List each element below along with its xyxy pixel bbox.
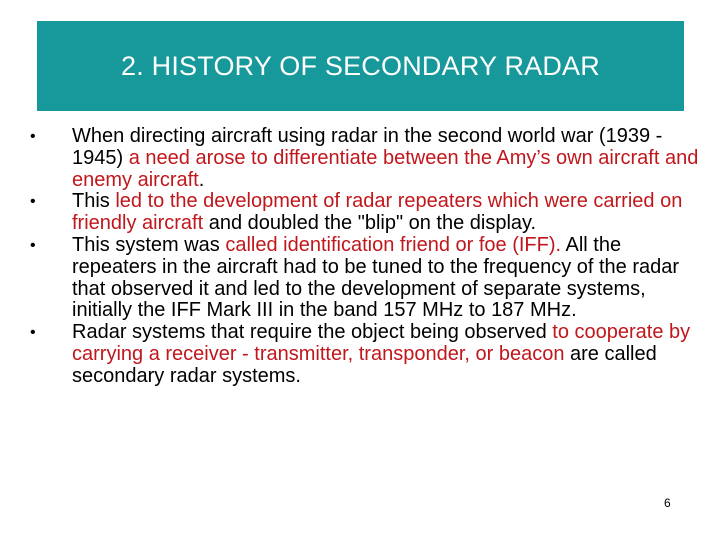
bullet-list xyxy=(30,126,702,388)
title-bar xyxy=(37,21,684,111)
bullet-highlight: to cooperate by carrying a receiver - transmitter, transponder, or beacon xyxy=(72,321,691,365)
bullet-text: This system was xyxy=(72,233,226,256)
bullet-marker: • xyxy=(30,128,36,145)
bullet-marker: • xyxy=(30,236,36,254)
bullet-item xyxy=(30,235,702,322)
bullet-highlight: called identification friend or foe (IFF). xyxy=(225,233,562,256)
bullet-text: This xyxy=(72,190,116,213)
bullet-text: and doubled the "blip" on the display. xyxy=(203,212,537,235)
bullet-highlight: led to the development of radar repeaters which were carried on friendly aircraft xyxy=(72,190,683,235)
bullet-highlight: a need arose to differentiate between the Amy’s own aircraft and enemy aircraft xyxy=(72,146,699,191)
bullet-marker: • xyxy=(30,324,36,342)
slide-title: 2. HISTORY OF SECONDARY RADAR xyxy=(121,50,600,81)
bullet-text: Radar systems that require the object being observed xyxy=(72,321,553,344)
bullet-item xyxy=(30,322,702,387)
page-number: 6 xyxy=(664,496,671,510)
bullet-item xyxy=(30,126,702,191)
bullet-marker: • xyxy=(30,193,36,211)
bullet-text: When directing aircraft using radar in the second world war (1939 - 1945) xyxy=(72,125,663,169)
bullet-text: are called secondary radar systems. xyxy=(72,342,657,387)
bullet-text: . xyxy=(198,168,205,191)
bullet-text: All the repeaters in the aircraft had to be tuned to the frequency of the radar that observed it and led to the development of separate systems, initially the IFF Mark III in the band 157 MHz to 187 MHz. xyxy=(72,233,680,322)
bullet-item xyxy=(30,191,702,235)
